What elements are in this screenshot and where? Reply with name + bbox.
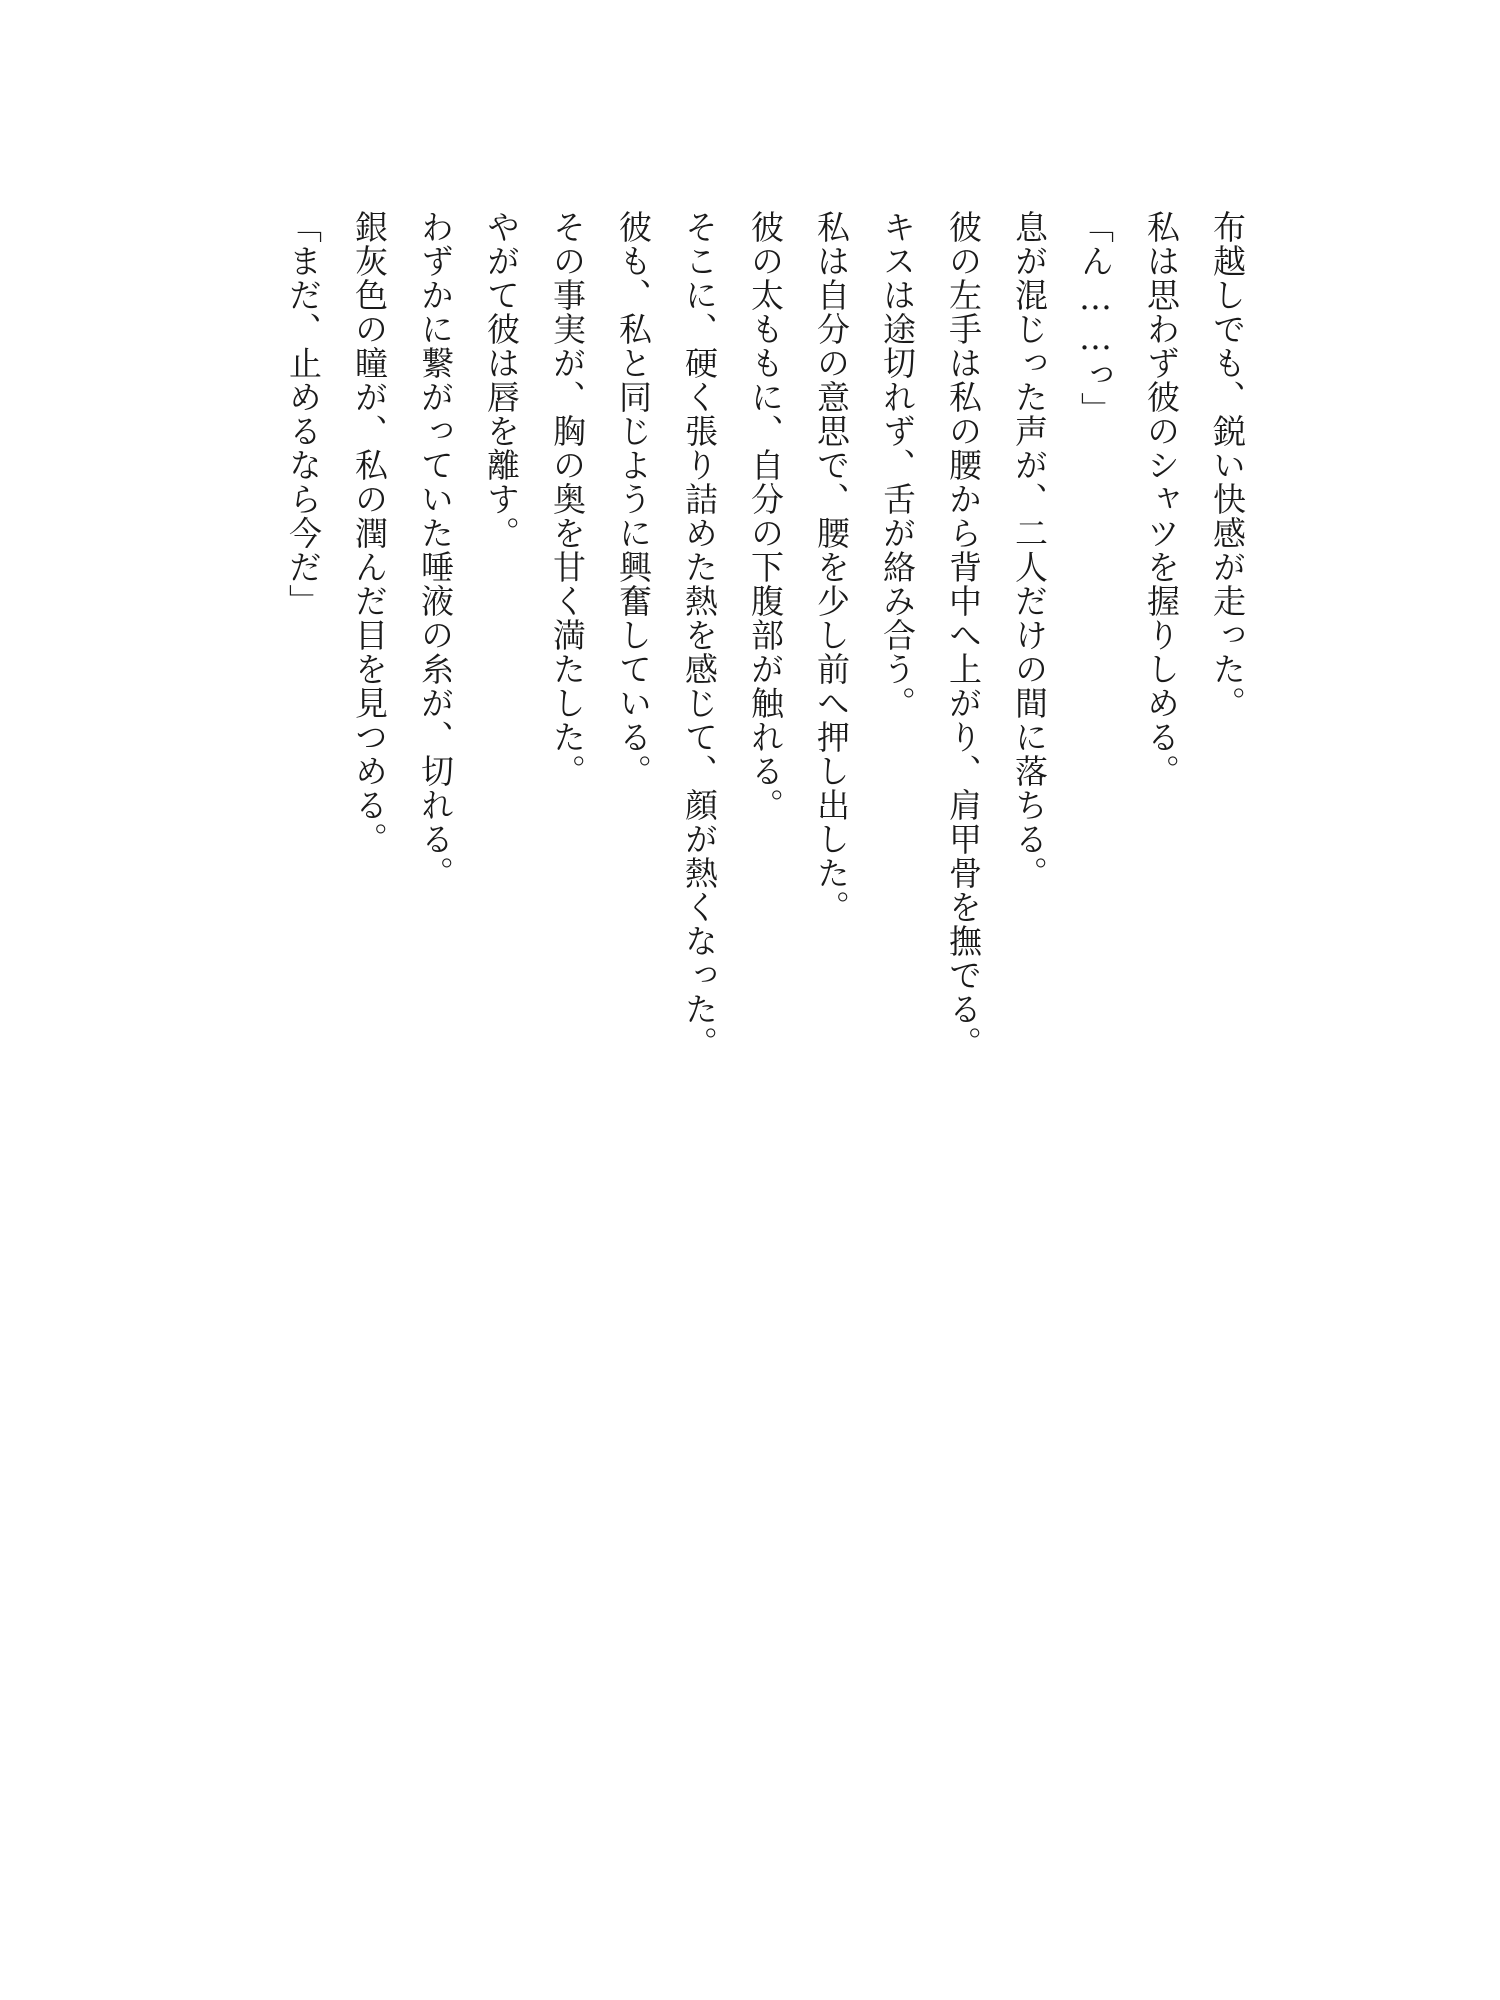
text-line-7: 私は自分の意思で、腰を少し前へ押し出した。: [812, 210, 851, 924]
text-line-11: その事実が、胸の奥を甘く満たした。: [548, 210, 587, 788]
text-line-2: 私は思わず彼のシャツを握りしめる。: [1142, 210, 1181, 788]
vertical-text-body: [240, 210, 1260, 1210]
text-line-5: 彼の左手は私の腰から背中へ上がり、肩甲骨を撫でる。: [944, 210, 983, 1060]
text-line-8: 彼の太ももに、自分の下腹部が触れる。: [746, 210, 785, 822]
text-line-6: キスは途切れず、舌が絡み合う。: [878, 210, 917, 720]
text-line-9: そこに、硬く張り詰めた熱を感じて、顔が熱くなった。: [680, 210, 719, 1060]
text-line-3: 「ん……っ」: [1076, 210, 1115, 426]
text-line-12: やがて彼は唇を離す。: [482, 210, 521, 550]
text-line-10: 彼も、私と同じように興奮している。: [614, 210, 653, 788]
text-line-13: わずかに繋がっていた唾液の糸が、切れる。: [416, 210, 455, 890]
text-line-4: 息が混じった声が、二人だけの間に落ちる。: [1010, 210, 1049, 890]
text-line-1: 布越しでも、鋭い快感が走った。: [1208, 210, 1247, 720]
text-line-14: 銀灰色の瞳が、私の潤んだ目を見つめる。: [350, 210, 389, 856]
text-line-15: 「まだ、止めるなら今だ」: [284, 210, 323, 618]
